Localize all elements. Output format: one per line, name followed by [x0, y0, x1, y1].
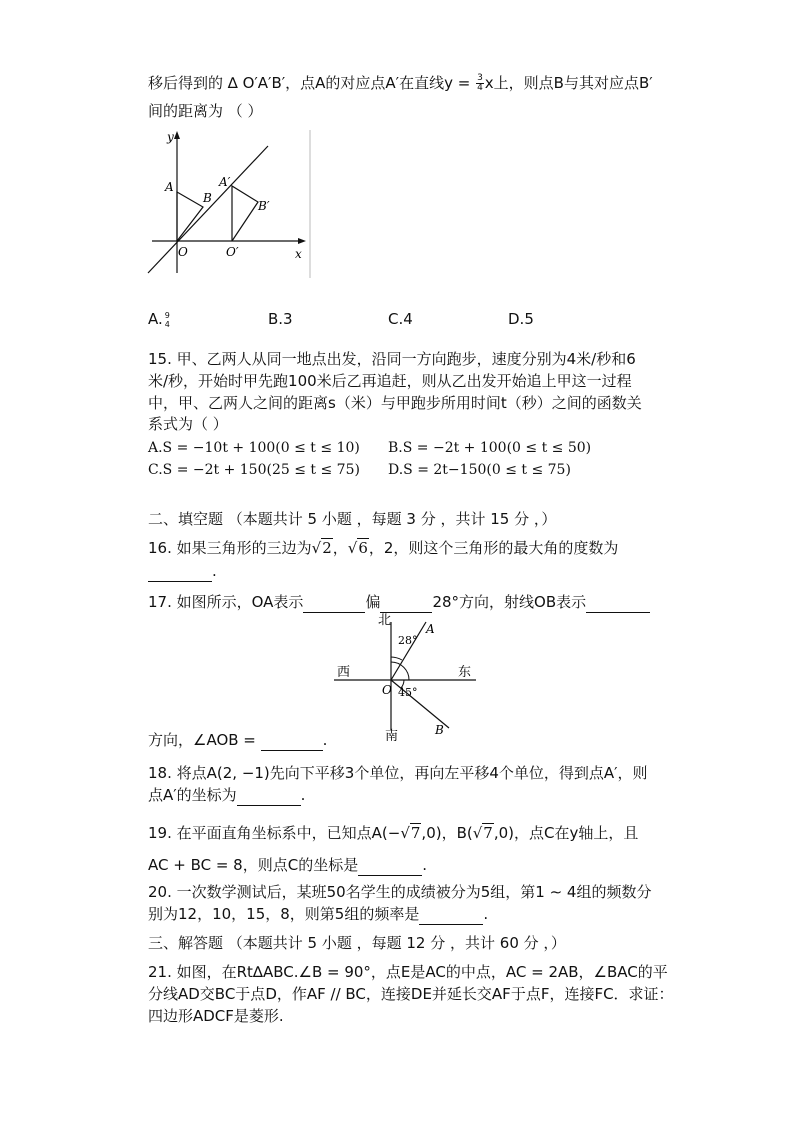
q16-text-a: 16. 如果三角形的三边为 — [148, 539, 312, 557]
q15-line4: 系式为（ ） — [148, 415, 228, 433]
frac-den: 4 — [477, 83, 483, 93]
q20-period: . — [483, 905, 489, 923]
q20-text-a: 别为12，10，15，8，则第5组的频率是 — [148, 905, 420, 923]
y-axis-arrow — [174, 131, 180, 139]
q14-text-b: x上，则点B与其对应点B′ — [484, 74, 653, 92]
label-x: x — [295, 247, 302, 261]
q14-line1 — [148, 72, 653, 94]
q20-line2 — [148, 903, 488, 925]
q17-blank-4[interactable] — [261, 734, 323, 751]
label-o: O — [382, 683, 392, 697]
q19-period: . — [422, 856, 427, 874]
q15-option-c: C.S = −2t + 150(25 ≤ t ≤ 75) — [148, 462, 360, 478]
section3-title: 三、解答题 （本题共计 5 小题 ，每题 12 分 ，共计 60 分 ，） — [148, 934, 566, 952]
q14-option-a — [148, 308, 172, 330]
q21-line3: 四边形ADCF是菱形. — [148, 1007, 284, 1025]
q17-text-d: 方向，∠AOB = — [148, 731, 261, 749]
q14-coordinate-figure — [140, 128, 315, 278]
q14-option-c: C.4 — [388, 310, 413, 328]
label-west: 西 — [337, 665, 351, 680]
label-y: y — [167, 130, 174, 144]
q17-blank-2[interactable] — [380, 596, 432, 613]
angle-arc-45 — [391, 662, 409, 680]
q20-answer-blank[interactable] — [419, 908, 483, 925]
option-a-den: 4 — [164, 319, 170, 329]
q17-line2 — [148, 729, 327, 751]
sqrt-6: √6 — [347, 539, 368, 557]
q16-answer-blank[interactable] — [148, 565, 212, 582]
option-a-num: 9 — [164, 310, 170, 320]
q18-line2 — [148, 784, 305, 806]
label-a: A — [165, 180, 174, 194]
q15-option-d: D.S = 2t−150(0 ≤ t ≤ 75) — [388, 462, 571, 478]
fraction-3-4 — [476, 74, 484, 93]
ray-oa — [391, 622, 426, 680]
label-b: B — [435, 723, 444, 737]
q17-period: . — [322, 731, 328, 749]
label-north: 北 — [378, 613, 392, 628]
q19-text-c: ,0)，点C在y轴上，且 — [493, 824, 639, 842]
q18-period: . — [300, 786, 306, 804]
x-axis-arrow — [298, 238, 306, 244]
q17-compass-figure — [334, 612, 479, 744]
q21-line1: 21. 如图，在Rt∆ABC.∠B = 90°，点E是AC的中点，AC = 2AB，∠BAC的平 — [148, 963, 668, 981]
label-angle-45: 45° — [398, 686, 418, 699]
section2-title: 二、填空题 （本题共计 5 小题 ，每题 3 分 ，共计 15 分 ，） — [148, 510, 557, 528]
option-a-prefix: A. — [148, 310, 163, 328]
q16-line1 — [148, 537, 618, 559]
q19-text-d: AC + BC = 8，则点C的坐标是 — [148, 856, 359, 874]
option-a-fraction — [164, 311, 171, 329]
label-east: 东 — [458, 665, 472, 680]
label-angle-28: 28° — [398, 634, 418, 647]
q16-line2 — [148, 560, 217, 582]
q18-line1: 18. 将点A(2, −1)先向下平移3个单位，再向左平移4个单位，得到点A′，则 — [148, 764, 648, 782]
q19-line2 — [148, 854, 427, 876]
q14-text-a: 移后得到的 ∆ O′A′B′，点A的对应点A′在直线y = — [148, 74, 476, 92]
label-south: 南 — [385, 729, 399, 744]
q20-line1: 20. 一次数学测试后，某班50名学生的成绩被分为5组，第1 ∼ 4组的频数分 — [148, 883, 652, 901]
label-o-prime: O′ — [226, 245, 239, 259]
q15-option-a: A.S = −10t + 100(0 ≤ t ≤ 10) — [148, 440, 360, 456]
q16-text-b: ，2，则这个三角形的最大角的度数为 — [368, 539, 619, 557]
q14-option-b: B.3 — [268, 310, 293, 328]
q14-line2: 间的距离为 （ ） — [148, 102, 263, 120]
line-y-3-4x — [148, 146, 268, 273]
q19-text-a: 19. 在平面直角坐标系中，已知点A(− — [148, 824, 401, 842]
q17-blank-1[interactable] — [303, 596, 365, 613]
sqrt-2: √2 — [311, 539, 332, 557]
sqrt-2-radicand: 2 — [322, 539, 332, 557]
sqrt-7-a-radicand: 7 — [410, 824, 421, 842]
sqrt-7-b: √7 — [472, 824, 493, 842]
q17-text-b: 偏 — [365, 593, 381, 611]
label-b-prime: B′ — [258, 199, 270, 213]
q18-answer-blank[interactable] — [237, 789, 301, 806]
label-o: O — [178, 245, 188, 259]
label-a-prime: A′ — [219, 175, 231, 189]
triangle-oab — [177, 192, 203, 241]
q17-blank-3[interactable] — [586, 596, 650, 613]
q15-line2: 米/秒，开始时甲先跑100米后乙再追赶，则从乙出发开始追上甲这一过程 — [148, 372, 632, 390]
q17-text-c: 28°方向，射线OB表示 — [432, 593, 587, 611]
triangle-o2a2b2 — [232, 186, 258, 241]
q16-period: . — [212, 562, 217, 580]
q19-text-b: ,0)，B( — [421, 824, 473, 842]
q14-option-d: D.5 — [508, 310, 534, 328]
q21-line2: 分线AD交BC于点D，作AF // BC，连接DE并延长交AF于点F，连接FC．求证： — [148, 985, 674, 1003]
sqrt-7-b-radicand: 7 — [483, 824, 493, 842]
label-a: A — [426, 622, 435, 636]
q15-line1: 15. 甲、乙两人从同一地点出发，沿同一方向跑步，速度分别为4米/秒和6 — [148, 350, 636, 368]
sqrt-6-radicand: 6 — [358, 539, 368, 557]
frac-num: 3 — [477, 73, 483, 83]
q15-option-b: B.S = −2t + 100(0 ≤ t ≤ 50) — [388, 440, 592, 456]
q17-text-a: 17. 如图所示，OA表示 — [148, 593, 304, 611]
q16-comma: ， — [332, 539, 348, 557]
q19-line1 — [148, 822, 638, 844]
sqrt-7-a: √7 — [400, 824, 421, 842]
angle-arc-28 — [391, 657, 402, 660]
q17-line1 — [148, 591, 650, 613]
label-b: B — [203, 191, 212, 205]
q19-answer-blank[interactable] — [358, 859, 422, 876]
q18-text-a: 点A′的坐标为 — [148, 786, 237, 804]
q15-line3: 中，甲、乙两人之间的距离s（米）与甲跑步所用时间t（秒）之间的函数关 — [148, 394, 642, 412]
